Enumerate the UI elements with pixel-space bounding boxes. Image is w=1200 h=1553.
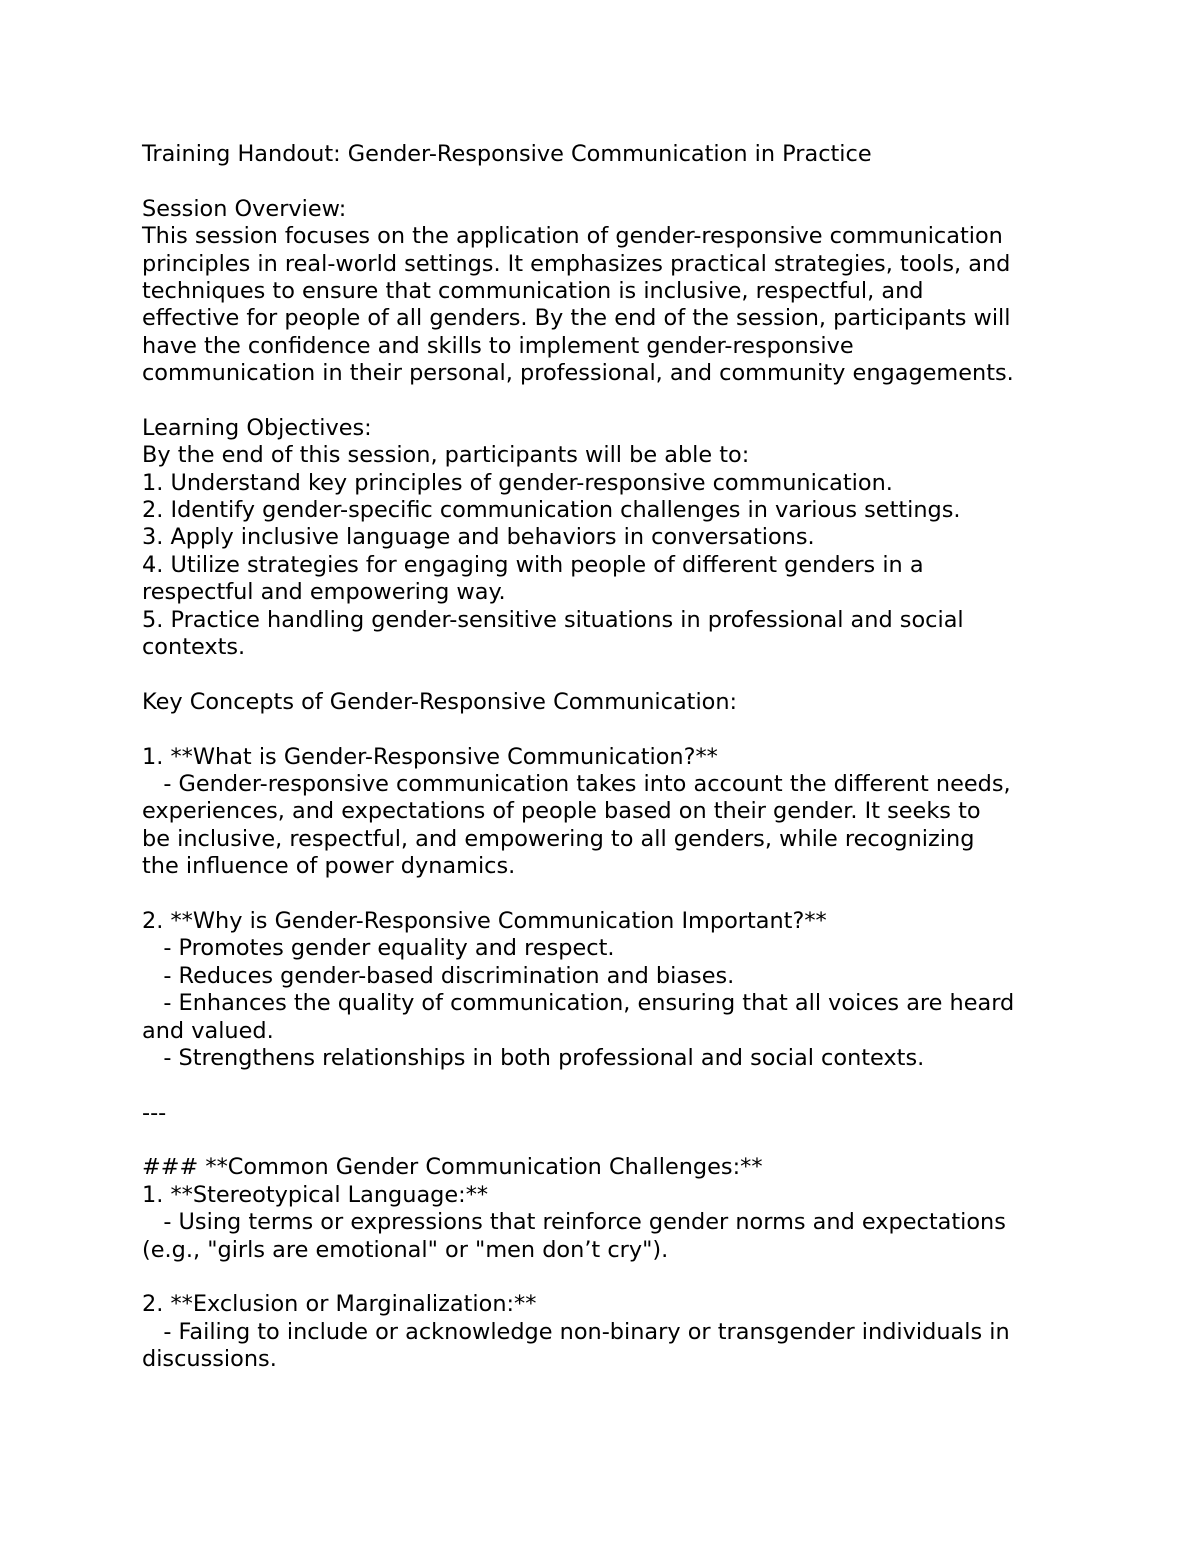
blank-line [142,881,1102,908]
overview-line: effective for people of all genders. By the end of the session, participants will [142,305,1011,332]
concept-1-line: experiences, and expectations of people based on their gender. It seeks to [142,798,981,825]
challenge-1-line: (e.g., "girls are emotional" or "men don’t cry"). [142,1236,669,1263]
concept-2-heading: 2. **Why is Gender-Responsive Communication Important?** [142,907,827,934]
objective-line: 5. Practice handling gender-sensitive situations in professional and social [142,606,964,633]
objective-line: 3. Apply inclusive language and behaviors in conversations. [142,524,815,551]
overview-line: techniques to ensure that communication is inclusive, respectful, and [142,277,924,304]
concept-1-line: - Gender-responsive communication takes into account the different needs, [142,770,1011,797]
objective-line: 1. Understand key principles of gender-responsive communication. [142,469,893,496]
blank-line [142,1072,1102,1099]
objective-line: respectful and empowering way. [142,579,506,606]
key-concepts-heading: Key Concepts of Gender-Responsive Communication: [142,688,738,715]
overview-line: have the confidence and skills to implement gender-responsive [142,332,854,359]
concept-2-line: - Promotes gender equality and respect. [142,935,615,962]
concept-1-heading: 1. **What is Gender-Responsive Communication?** [142,743,718,770]
objectives-heading: Learning Objectives: [142,414,372,441]
blank-line [142,1264,1102,1291]
blank-line [142,1127,1102,1154]
objectives-intro: By the end of this session, participants will be able to: [142,442,750,469]
overview-line: principles in real-world settings. It emphasizes practical strategies, tools, and [142,250,1011,277]
concept-2-line: and valued. [142,1017,274,1044]
objective-line: 4. Utilize strategies for engaging with people of different genders in a [142,551,924,578]
challenge-2-line: - Failing to include or acknowledge non-binary or transgender individuals in [142,1318,1010,1345]
blank-line [142,716,1102,743]
challenge-1-line: - Using terms or expressions that reinforce gender norms and expectations [142,1209,1006,1236]
blank-line [142,168,1102,195]
overview-line: communication in their personal, professional, and community engagements. [142,360,1014,387]
objective-line: 2. Identify gender-specific communication challenges in various settings. [142,497,961,524]
overview-heading: Session Overview: [142,195,347,222]
section-separator: --- [142,1099,167,1126]
challenge-2-heading: 2. **Exclusion or Marginalization:** [142,1291,537,1318]
concept-1-line: the influence of power dynamics. [142,853,516,880]
document-body [142,141,1102,1374]
concept-2-line: - Reduces gender-based discrimination and biases. [142,962,735,989]
challenge-2-line: discussions. [142,1346,277,1373]
concept-1-line: be inclusive, respectful, and empowering to all genders, while recognizing [142,825,975,852]
concept-2-line: - Enhances the quality of communication, ensuring that all voices are heard [142,990,1015,1017]
overview-line: This session focuses on the application of gender-responsive communication [142,223,1003,250]
challenge-1-heading: 1. **Stereotypical Language:** [142,1181,489,1208]
blank-line [142,388,1102,415]
concept-2-line: - Strengthens relationships in both professional and social contexts. [142,1044,925,1071]
blank-line [142,661,1102,688]
challenges-heading: ### **Common Gender Communication Challenges:** [142,1154,763,1181]
document-title: Training Handout: Gender-Responsive Communication in Practice [142,141,872,167]
objective-line: contexts. [142,634,246,661]
